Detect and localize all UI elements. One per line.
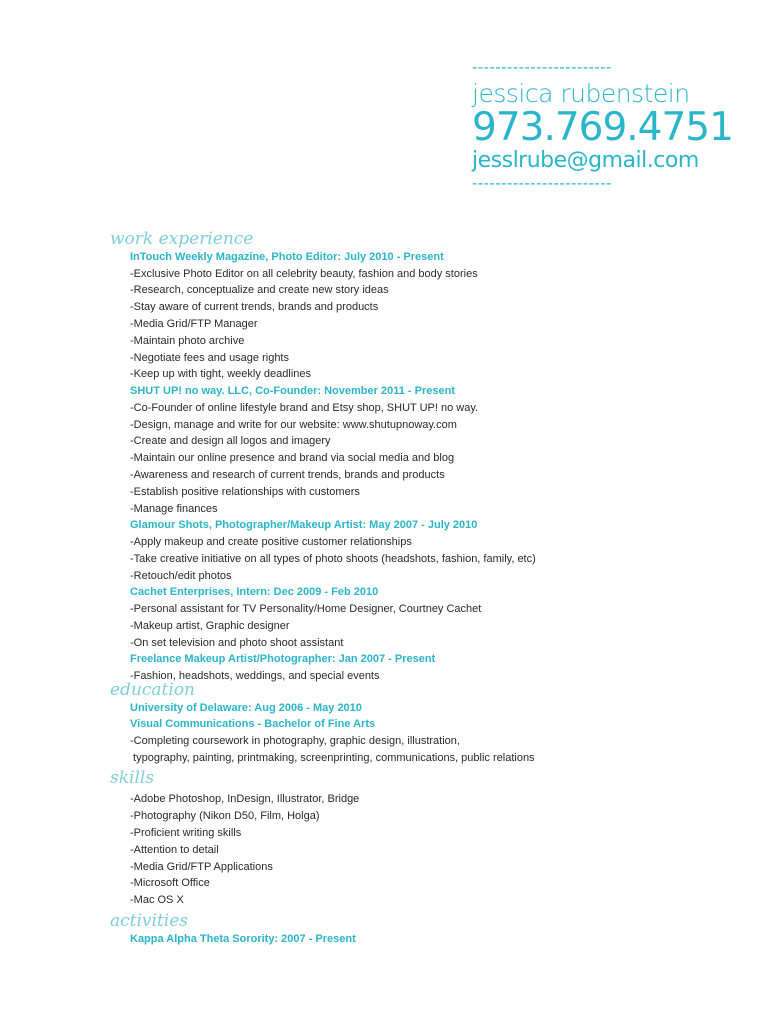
skill-item: -Mac OS X bbox=[130, 894, 184, 907]
skill-item: -Photography (Nikon D50, Film, Holga) bbox=[130, 810, 320, 823]
job-bullet: -Keep up with tight, weekly deadlines bbox=[130, 368, 311, 381]
job-title: Cachet Enterprises, Intern: Dec 2009 - Feb 2010 bbox=[130, 586, 379, 599]
skill-item: -Attention to detail bbox=[130, 843, 219, 856]
phone-number: 973.769.4751 bbox=[472, 105, 733, 150]
job-entry bbox=[130, 584, 710, 651]
job-bullet: -Maintain our online presence and brand via social media and blog bbox=[130, 452, 455, 465]
activity-entry bbox=[130, 931, 710, 948]
job-bullet: -Design, manage and write for our website: www.shutupnoway.com bbox=[130, 418, 457, 431]
job-title: InTouch Weekly Magazine, Photo Editor: July 2010 - Present bbox=[130, 251, 444, 263]
job-bullet: -Negotiate fees and usage rights bbox=[130, 351, 289, 364]
job-bullet: -Fashion, headshots, weddings, and special events bbox=[130, 669, 380, 682]
job-bullet: -Personal assistant for TV Personality/Home Designer, Courtney Cachet bbox=[130, 602, 482, 615]
header-divider-top: ------------------------ bbox=[472, 60, 612, 76]
applicant-name: jessica rubenstein bbox=[472, 79, 690, 108]
job-bullet: -Stay aware of current trends, brands and products bbox=[130, 301, 379, 314]
job-bullet: -Maintain photo archive bbox=[130, 334, 245, 347]
job-entry bbox=[130, 517, 710, 584]
education-bullet: -Completing coursework in photography, graphic design, illustration, bbox=[130, 734, 460, 747]
job-bullet: -Exclusive Photo Editor on all celebrity beauty, fashion and body stories bbox=[130, 267, 478, 280]
job-bullet: -Research, conceptualize and create new story ideas bbox=[130, 284, 389, 297]
job-bullet: -On set television and photo shoot assistant bbox=[130, 636, 344, 649]
job-title: Freelance Makeup Artist/Photographer: Jan 2007 - Present bbox=[130, 653, 436, 666]
work-experience-section bbox=[110, 229, 710, 685]
job-entry bbox=[130, 383, 710, 517]
education-entry bbox=[130, 700, 710, 767]
skill-item: -Adobe Photoshop, InDesign, Illustrator, Bridge bbox=[130, 793, 360, 806]
education-section bbox=[110, 680, 710, 767]
skills-list bbox=[130, 791, 710, 909]
skill-item: -Proficient writing skills bbox=[130, 827, 242, 840]
job-bullet: -Media Grid/FTP Manager bbox=[130, 317, 258, 330]
job-bullet: -Apply makeup and create positive customer relationships bbox=[130, 535, 412, 548]
job-title: SHUT UP! no way. LLC, Co-Founder: November 2011 - Present bbox=[130, 385, 455, 398]
education-bullet: typography, painting, printmaking, screenprinting, communications, public relations bbox=[130, 751, 535, 764]
work-experience-heading: work experience bbox=[110, 229, 254, 249]
job-bullet: -Take creative initiative on all types of photo shoots (headshots, fashion, family, etc) bbox=[130, 552, 536, 565]
education-heading: education bbox=[110, 679, 195, 700]
resume-body bbox=[110, 229, 710, 948]
job-bullet: -Create and design all logos and imagery bbox=[130, 435, 331, 448]
job-bullet: -Retouch/edit photos bbox=[130, 569, 232, 582]
activities-heading: activities bbox=[110, 911, 189, 932]
job-title: Glamour Shots, Photographer/Makeup Artist: May 2007 - July 2010 bbox=[130, 519, 478, 532]
activity-title: Kappa Alpha Theta Sorority: 2007 - Present bbox=[130, 933, 356, 946]
job-bullet: -Manage finances bbox=[130, 502, 218, 515]
job-bullet: -Awareness and research of current trends, brands and products bbox=[130, 468, 445, 481]
contact-header bbox=[472, 60, 733, 192]
header-divider-bottom: ------------------------ bbox=[472, 176, 612, 192]
degree-name: Visual Communications - Bachelor of Fine Arts bbox=[130, 718, 376, 731]
skills-section bbox=[110, 768, 710, 909]
email-address[interactable]: jesslrube@gmail.com bbox=[472, 148, 699, 173]
job-bullet: -Makeup artist, Graphic designer bbox=[130, 619, 290, 632]
skill-item: -Media Grid/FTP Applications bbox=[130, 860, 273, 873]
activities-section bbox=[110, 911, 710, 948]
job-bullet: -Co-Founder of online lifestyle brand and Etsy shop, SHUT UP! no way. bbox=[130, 401, 479, 414]
school-name: University of Delaware: Aug 2006 - May 2010 bbox=[130, 701, 362, 714]
job-bullet: -Establish positive relationships with customers bbox=[130, 485, 360, 498]
skills-heading: skills bbox=[110, 768, 155, 789]
skill-item: -Microsoft Office bbox=[130, 877, 210, 890]
job-entry bbox=[130, 249, 710, 383]
